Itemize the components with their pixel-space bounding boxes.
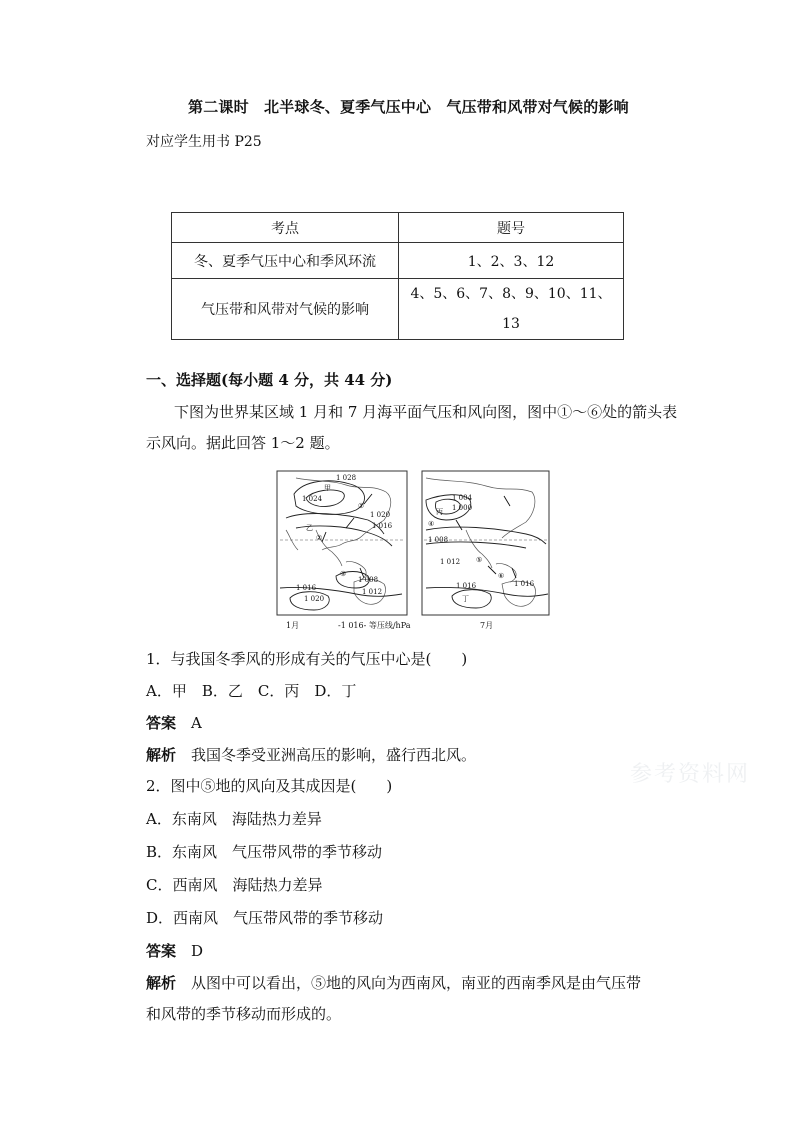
question-2-answer [146,940,203,961]
label-circle-3: ③ [340,570,347,578]
table-row [172,243,624,279]
pressure-wind-figure [276,470,550,632]
table-cell-topic: 气压带和风带对气候的影响 [172,279,399,340]
right-map-labels [428,494,535,603]
label-1008: 1 008 [358,576,379,584]
label-1012-r: 1 012 [440,558,461,566]
question-2-option-b: B．东南风 气压带风带的季节移动 [146,843,383,861]
intro-line-2: 示风向。据此回答 1～2 题。 [146,434,340,452]
answer-label: 答案 [146,942,177,960]
caption-july: 7月 [480,621,494,630]
question-2-analysis-line2: 和风带的季节移动而形成的。 [146,1005,342,1023]
label-circle-4: ④ [428,520,435,528]
answer-value: D [191,942,204,960]
question-2-option-c: C．西南风 海陆热力差异 [146,876,323,894]
answer-value: A [191,714,202,732]
table-cell-numbers [399,279,624,340]
topic-table [171,212,624,340]
pressure-maps-svg [276,470,550,632]
question-1-stem: 1．与我国冬季风的形成有关的气压中心是( ) [146,650,468,668]
question-2-option-d: D．西南风 气压带风带的季节移动 [146,909,384,927]
textbook-reference: 对应学生用书 P25 [146,134,262,150]
table-cell-topic: 冬、夏季气压中心和季风环流 [172,243,399,279]
table-header-topic: 考点 [172,213,399,243]
label-ding: 丁 [462,595,469,603]
question-1-answer [146,712,202,733]
page-title: 第二课时 北半球冬、夏季气压中心 气压带和风带对气候的影响 [188,98,629,116]
label-1012: 1 012 [362,588,383,596]
question-2-stem: 2．图中⑤地的风向及其成因是( ) [146,777,393,795]
question-2-option-a: A．东南风 海陆热力差异 [146,810,322,828]
label-1020-south: 1 020 [304,595,325,603]
label-1016-r: 1 016 [456,582,477,590]
left-wind-arrows [322,494,372,578]
label-circle-6: ⑥ [498,572,505,580]
table-cell-numbers-line2: 13 [502,316,520,332]
section-heading: 一、选择题(每小题 4 分，共 44 分) [146,371,393,389]
label-1016-r2: 1 016 [514,580,535,588]
label-1008-r: 1 008 [428,536,449,544]
label-1016: 1 016 [372,522,393,530]
watermark: 参考资料网 [630,762,751,787]
question-2-analysis [146,972,641,993]
intro-line-1: 下图为世界某区域 1 月和 7 月海平面气压和风向图，图中①～⑥处的箭头表 [174,403,678,421]
question-1-options: A．甲 B．乙 C．丙 D．丁 [146,682,357,700]
analysis-text: 我国冬季受亚洲高压的影响，盛行西北风。 [191,746,477,764]
caption-january: 1月 [286,621,300,630]
label-1000: 1 000 [452,504,473,512]
analysis-label: 解析 [146,746,177,764]
label-bing: 丙 [436,508,443,516]
label-circle-5: ⑤ [476,556,483,564]
analysis-text-line1: 从图中可以看出，⑤地的风向为西南风，南亚的西南季风是由气压带 [191,974,642,992]
label-1004: 1 004 [452,494,473,502]
table-header-row [172,213,624,243]
caption-legend: -1 016- 等压线/hPa [338,621,411,630]
label-1028: 1 028 [336,474,357,482]
table-cell-numbers: 1、2、3、12 [399,243,624,279]
table-cell-numbers-line1: 4、5、6、7、8、9、10、11、 [410,286,612,302]
left-map-labels [296,474,393,603]
label-1016-south: 1 016 [296,584,317,592]
question-1-analysis [146,744,476,765]
table-row [172,279,624,340]
label-1024: 1 024 [302,495,323,503]
label-circle-2: ② [316,534,323,542]
label-yi: 乙 [306,524,313,532]
label-1020: 1 020 [370,511,391,519]
label-jia: 甲 [324,484,331,492]
answer-label: 答案 [146,714,177,732]
table-header-number: 题号 [399,213,624,243]
label-circle-1: ① [358,502,365,510]
right-isobars [426,495,548,608]
left-map-frame [277,471,407,615]
analysis-label: 解析 [146,974,177,992]
